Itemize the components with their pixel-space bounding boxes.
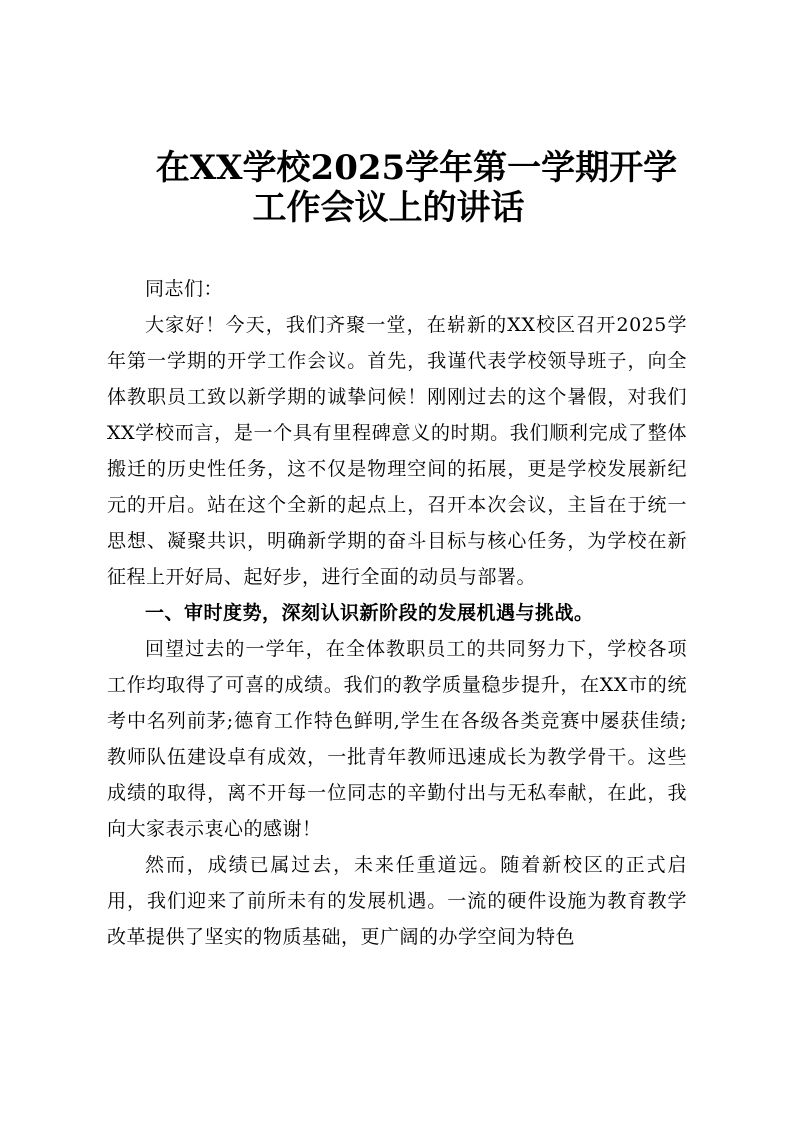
title-line-2: 工作会议上的讲话	[252, 188, 525, 228]
paragraph-opening: 大家好！今天，我们齐聚一堂，在崭新的XX校区召开2025学年第一学期的开学工作会议。首先，我谨代表学校领导班子，向全体教职员工致以新学期的诚挚问候！刚刚过去的这个暑假，对我们XX学校而言，是一个具有里程碑意义的时期。我们顺利完成了整体搬迁的历史性任务，这不仅是物理空间的拓展，更是学校发展新纪元的开启。站在这个全新的起点上，召开本次会议，主旨在于统一思想、凝聚共识，明确新学期的奋斗目标与核心任务，为学校在新征程上开好局、起好步，进行全面的动员与部署。	[107, 314, 687, 588]
salutation: 同志们：	[145, 278, 224, 300]
paragraph-review: 回望过去的一学年，在全体教职员工的共同努力下，学校各项工作均取得了可喜的成绩。我们的教学质量稳步提升，在XX市的统考中名列前茅;德育工作特色鲜明,学生在各级各类竞赛中屡获佳绩;教师队伍建设卓有成效，一批青年教师迅速成长为教学骨干。这些成绩的取得，离不开每一位同志的辛勤付出与无私奉献，在此，我向大家表示衷心的感谢！	[107, 638, 687, 840]
paragraph-opportunity: 然而，成绩已属过去，未来任重道远。随着新校区的正式启用，我们迎来了前所未有的发展机遇。一流的硬件设施为教育教学改革提供了坚实的物质基础，更广阔的办学空间为特色	[107, 854, 687, 948]
document-body	[107, 271, 687, 955]
section-heading-1: 一、审时度势，深刻认识新阶段的发展机遇与挑战。	[145, 602, 594, 624]
document-title	[0, 148, 793, 228]
title-line-1: 在XX学校2025学年第一学期开学	[155, 148, 678, 188]
